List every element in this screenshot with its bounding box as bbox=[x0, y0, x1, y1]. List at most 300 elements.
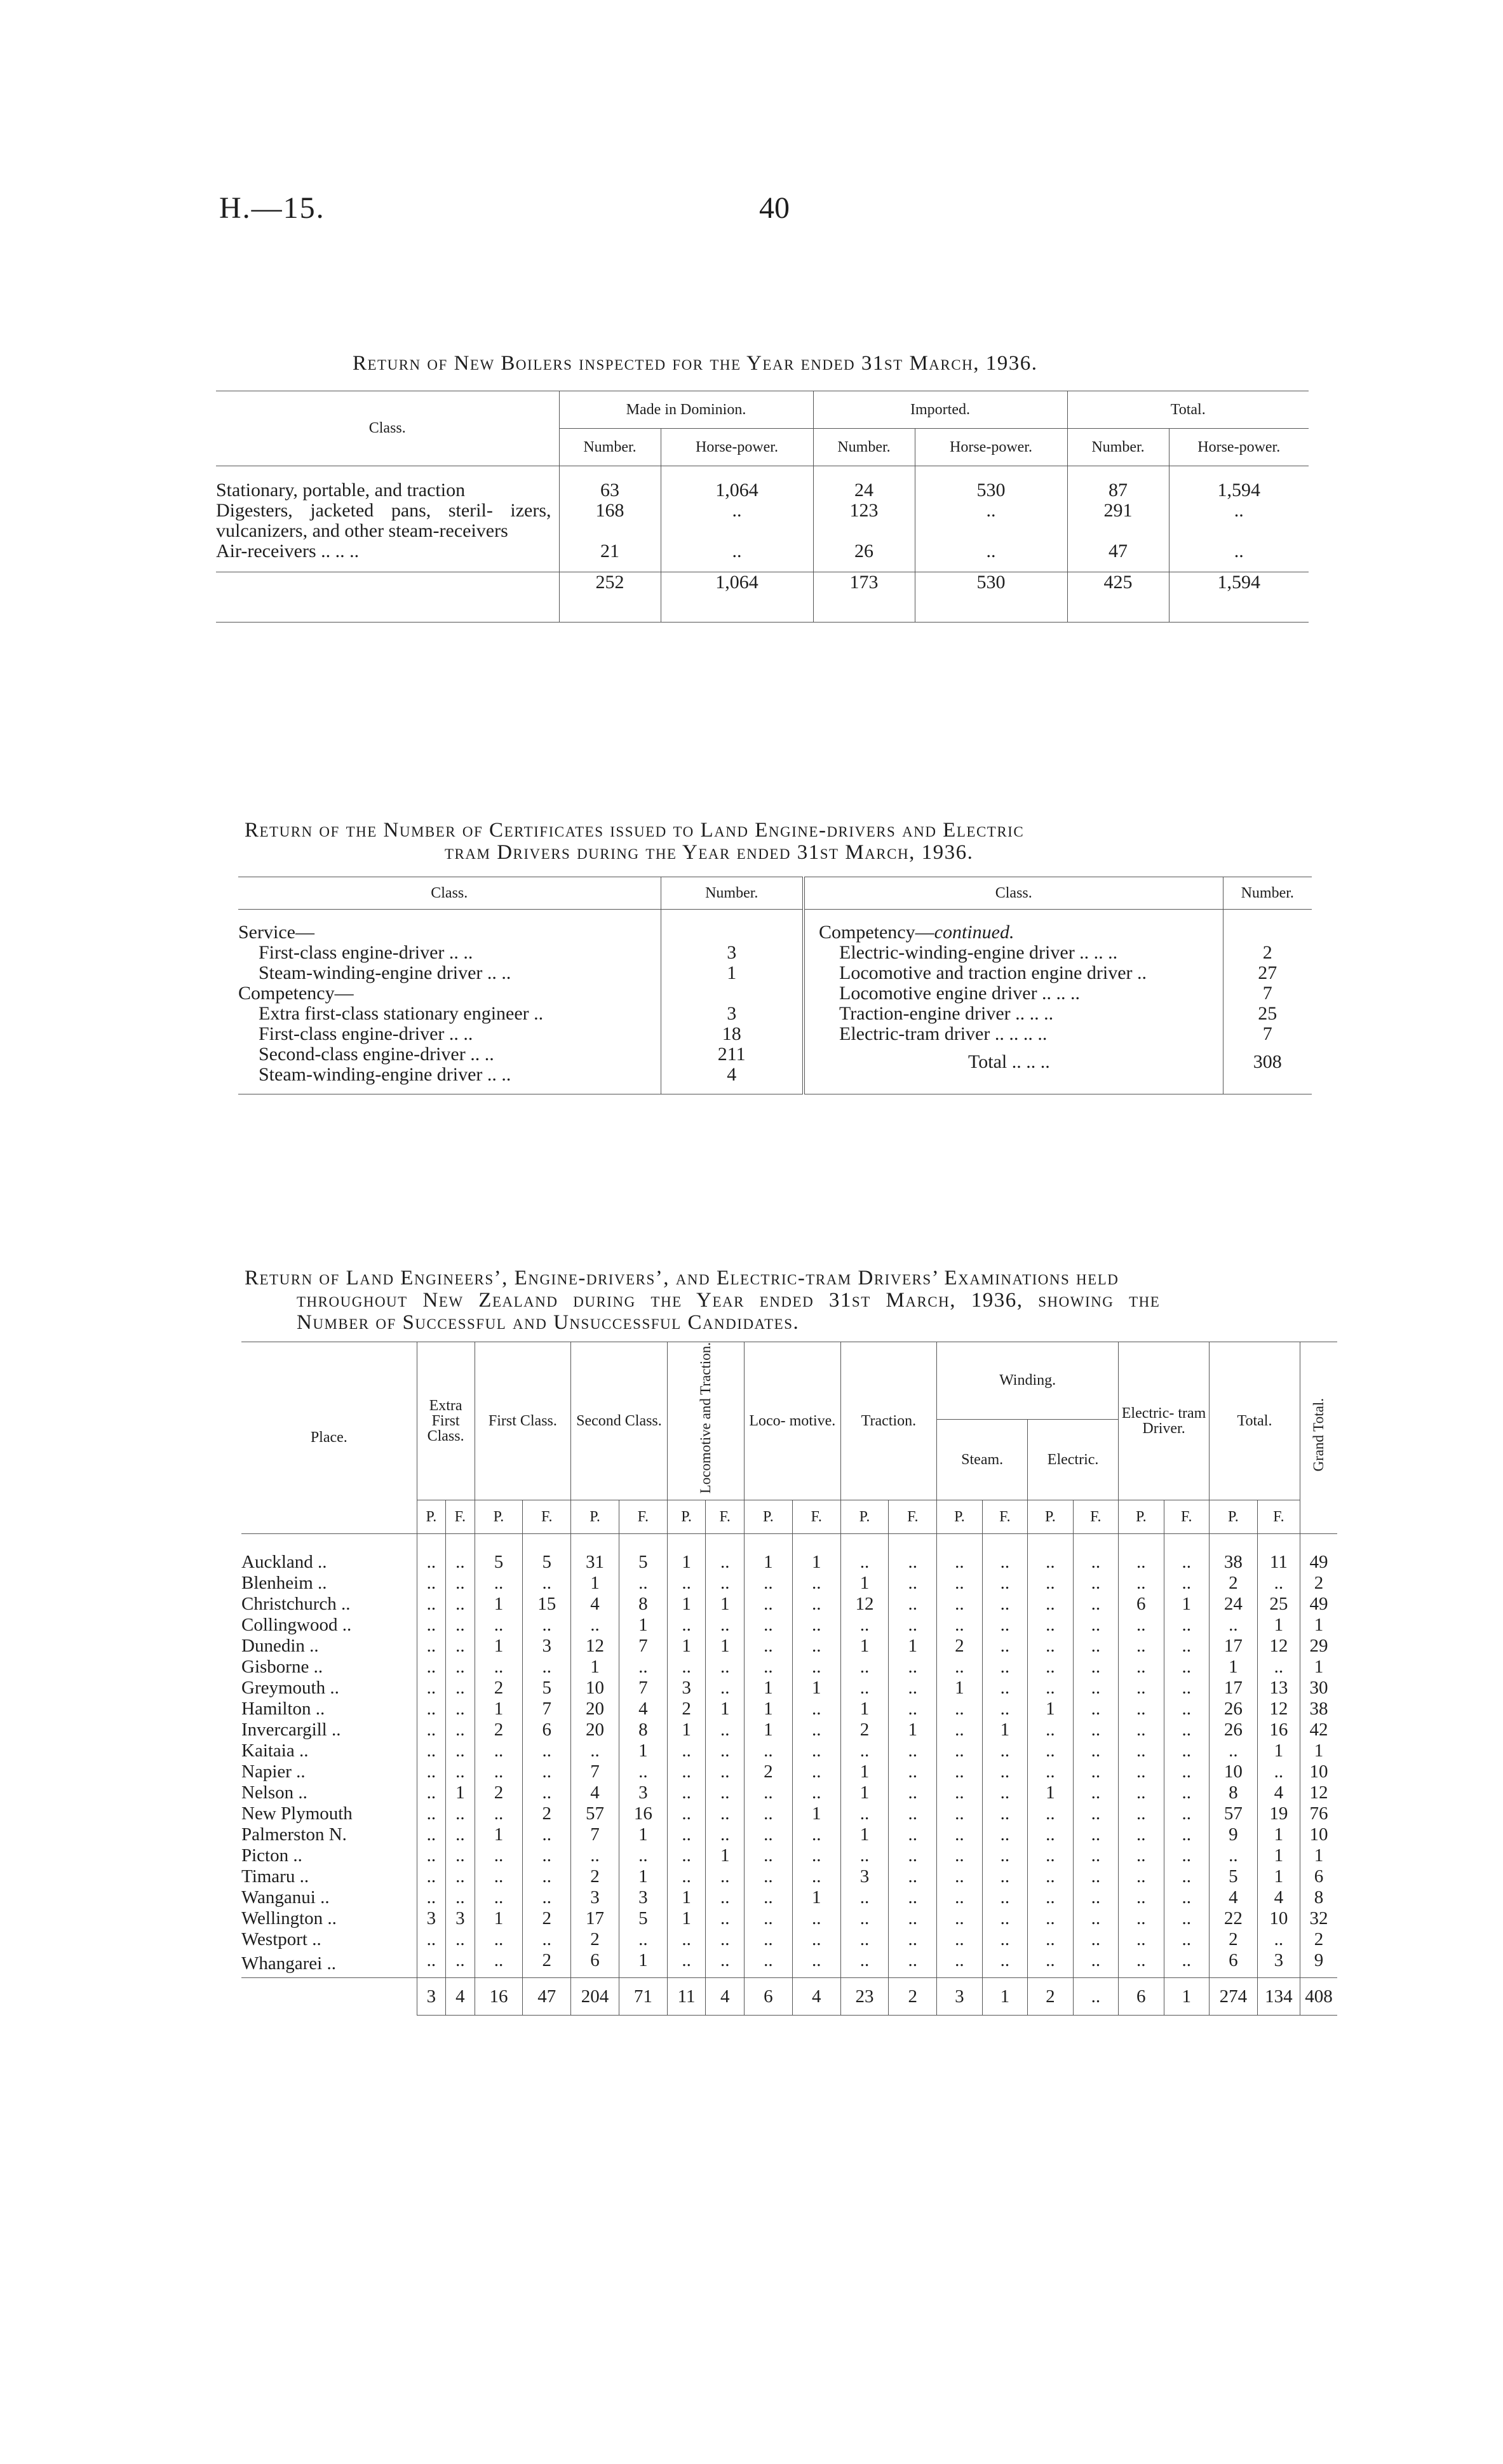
exams-col-passed: P. bbox=[1028, 1500, 1073, 1534]
exams-cell: 12 bbox=[1257, 1636, 1300, 1657]
boilers-total: 1,594 bbox=[1169, 572, 1309, 623]
exams-cell: 25 bbox=[1257, 1594, 1300, 1615]
exams-col-second: Second Class. bbox=[571, 1342, 668, 1500]
exams-cell: .. bbox=[1164, 1761, 1209, 1782]
boilers-cell: 291 bbox=[1067, 501, 1169, 541]
exams-cell: .. bbox=[745, 1887, 793, 1908]
exams-cell: .. bbox=[1164, 1782, 1209, 1803]
exams-cell: .. bbox=[1073, 1950, 1118, 1978]
exams-cell: .. bbox=[937, 1866, 982, 1887]
exams-cell: 1 bbox=[706, 1636, 745, 1657]
exams-cell: .. bbox=[792, 1594, 840, 1615]
exams-place: Westport .. bbox=[241, 1929, 321, 1950]
exams-cell: 1 bbox=[1257, 1824, 1300, 1845]
exams-row bbox=[241, 1615, 1337, 1636]
exams-cell: .. bbox=[1073, 1657, 1118, 1678]
certificates-col-class: Class. bbox=[804, 877, 1223, 910]
exams-total-cell: 2 bbox=[889, 1978, 937, 2016]
exams-total-cell: 4 bbox=[446, 1978, 475, 2016]
exams-cell: .. bbox=[417, 1929, 445, 1950]
boilers-cell: .. bbox=[1169, 541, 1309, 572]
exams-cell: 3 bbox=[1257, 1950, 1300, 1978]
cert-right-label: Locomotive and traction engine driver .. bbox=[839, 962, 1147, 983]
exams-total-cell: 408 bbox=[1300, 1978, 1337, 2016]
exams-cell: .. bbox=[475, 1929, 523, 1950]
exams-place: Kaitaia .. bbox=[241, 1740, 309, 1761]
exams-cell: .. bbox=[1119, 1740, 1164, 1761]
cert-left-value: 3 bbox=[727, 1003, 737, 1024]
cert-right-label: Electric-winding-engine driver .. .. .. bbox=[839, 942, 1118, 963]
exams-place: Invercargill .. bbox=[241, 1720, 341, 1740]
exams-total-cell: 6 bbox=[1119, 1978, 1164, 2016]
cert-right-label: Locomotive engine driver .. .. .. bbox=[839, 983, 1081, 1004]
exams-cell: .. bbox=[937, 1740, 982, 1761]
cert-total-value: 308 bbox=[1253, 1051, 1282, 1072]
exams-cell: 11 bbox=[1257, 1534, 1300, 1573]
exams-cell: .. bbox=[446, 1615, 475, 1636]
exams-cell: 16 bbox=[1257, 1720, 1300, 1740]
exams-cell: .. bbox=[1028, 1824, 1073, 1845]
exams-cell: .. bbox=[706, 1887, 745, 1908]
exams-cell: .. bbox=[523, 1824, 571, 1845]
cert-left-value: 18 bbox=[722, 1023, 741, 1044]
exams-cell: .. bbox=[523, 1740, 571, 1761]
exams-cell: .. bbox=[523, 1761, 571, 1782]
exams-cell: .. bbox=[523, 1845, 571, 1866]
exams-cell: 1 bbox=[840, 1573, 889, 1594]
exams-cell: .. bbox=[417, 1824, 445, 1845]
exams-col-loco-traction bbox=[667, 1342, 744, 1500]
exams-cell: 1 bbox=[745, 1699, 793, 1720]
exams-cell: .. bbox=[706, 1678, 745, 1699]
exams-cell: .. bbox=[1028, 1594, 1073, 1615]
exams-row bbox=[241, 1534, 1337, 1573]
exams-cell: 1 bbox=[1257, 1866, 1300, 1887]
exams-cell: .. bbox=[889, 1699, 937, 1720]
exams-cell: .. bbox=[1073, 1887, 1118, 1908]
exams-cell: .. bbox=[446, 1887, 475, 1908]
exams-total-cell: 4 bbox=[792, 1978, 840, 2016]
exams-cell: 31 bbox=[571, 1534, 619, 1573]
exams-cell: 3 bbox=[446, 1908, 475, 1929]
exams-cell: .. bbox=[446, 1636, 475, 1657]
exams-cell: .. bbox=[706, 1720, 745, 1740]
exams-cell: 1 bbox=[475, 1699, 523, 1720]
exams-cell: .. bbox=[982, 1782, 1027, 1803]
exams-col-passed: P. bbox=[937, 1500, 982, 1534]
boilers-title: Return of New Boilers inspected for the Year ended 31st March, 1936. bbox=[353, 352, 1038, 375]
exams-body bbox=[241, 1534, 1337, 1978]
exams-cell: .. bbox=[937, 1594, 982, 1615]
document-reference: H.—15. bbox=[219, 191, 325, 225]
exams-cell: 12 bbox=[1257, 1699, 1300, 1720]
boilers-cell: 63 bbox=[559, 466, 661, 501]
exams-cell: .. bbox=[792, 1929, 840, 1950]
exams-cell: 1 bbox=[446, 1782, 475, 1803]
exams-cell: .. bbox=[982, 1699, 1027, 1720]
exams-cell: 8 bbox=[619, 1720, 667, 1740]
exams-cell: .. bbox=[667, 1761, 706, 1782]
exams-cell: .. bbox=[1164, 1887, 1209, 1908]
exams-total-cell: 1 bbox=[982, 1978, 1027, 2016]
exams-cell: .. bbox=[1073, 1699, 1118, 1720]
exams-cell: .. bbox=[446, 1720, 475, 1740]
exams-cell: .. bbox=[889, 1824, 937, 1845]
exams-cell: .. bbox=[619, 1573, 667, 1594]
exams-cell: 2 bbox=[667, 1699, 706, 1720]
exams-cell: 1 bbox=[792, 1678, 840, 1699]
exams-cell: .. bbox=[446, 1740, 475, 1761]
exams-cell: 19 bbox=[1257, 1803, 1300, 1824]
exams-cell: .. bbox=[889, 1657, 937, 1678]
exams-cell: 2 bbox=[475, 1720, 523, 1740]
boilers-row-label: Digesters, jacketed pans, steril- izers, vulcanizers, and other steam-receivers bbox=[216, 500, 551, 541]
exams-cell: .. bbox=[937, 1908, 982, 1929]
exams-cell: .. bbox=[1119, 1782, 1164, 1803]
exams-cell: 7 bbox=[619, 1678, 667, 1699]
exams-cell: .. bbox=[1119, 1908, 1164, 1929]
exams-cell: .. bbox=[1028, 1740, 1073, 1761]
boilers-cell: 26 bbox=[813, 541, 915, 572]
exams-total-cell: 23 bbox=[840, 1978, 889, 2016]
exams-cell: .. bbox=[1028, 1887, 1073, 1908]
exams-col-failed: F. bbox=[706, 1500, 745, 1534]
cert-right-label: Electric-tram driver .. .. .. .. bbox=[839, 1023, 1048, 1044]
exams-cell: .. bbox=[1119, 1866, 1164, 1887]
exams-cell: .. bbox=[937, 1887, 982, 1908]
exams-cell: .. bbox=[446, 1594, 475, 1615]
exams-cell: .. bbox=[937, 1803, 982, 1824]
exams-cell: 7 bbox=[571, 1761, 619, 1782]
boilers-sub-hp: Horse-power. bbox=[1169, 429, 1309, 466]
exams-row bbox=[241, 1782, 1337, 1803]
exams-cell: 3 bbox=[619, 1887, 667, 1908]
exams-cell: 1 bbox=[840, 1782, 889, 1803]
exams-cell: .. bbox=[1073, 1845, 1118, 1866]
exams-cell: 1 bbox=[745, 1678, 793, 1699]
exams-cell: .. bbox=[706, 1573, 745, 1594]
certificates-col-number: Number. bbox=[1223, 877, 1312, 910]
exams-col-failed: F. bbox=[523, 1500, 571, 1534]
exams-table bbox=[241, 1342, 1337, 2016]
exams-place: Greymouth .. bbox=[241, 1678, 339, 1699]
exams-total-cell: 47 bbox=[523, 1978, 571, 2016]
exams-cell: .. bbox=[982, 1908, 1027, 1929]
exams-cell: .. bbox=[1073, 1636, 1118, 1657]
exams-cell: .. bbox=[1164, 1950, 1209, 1978]
exams-cell: .. bbox=[523, 1573, 571, 1594]
exams-total-cell: 6 bbox=[745, 1978, 793, 2016]
exams-cell: .. bbox=[937, 1534, 982, 1573]
exams-cell: .. bbox=[523, 1782, 571, 1803]
exams-cell: .. bbox=[446, 1761, 475, 1782]
exams-cell: .. bbox=[1073, 1929, 1118, 1950]
exams-cell: .. bbox=[982, 1950, 1027, 1978]
exams-cell: .. bbox=[792, 1908, 840, 1929]
exams-cell: 6 bbox=[1119, 1594, 1164, 1615]
exams-cell: .. bbox=[1028, 1615, 1073, 1636]
exams-cell: .. bbox=[1073, 1594, 1118, 1615]
exams-row bbox=[241, 1908, 1337, 1929]
exams-cell: 1 bbox=[1028, 1699, 1073, 1720]
exams-cell: .. bbox=[982, 1803, 1027, 1824]
exams-cell: 1 bbox=[1300, 1845, 1337, 1866]
cert-right-value: 27 bbox=[1258, 962, 1277, 983]
exams-cell: 1 bbox=[706, 1594, 745, 1615]
cert-right-label: Traction-engine driver .. .. .. bbox=[839, 1003, 1054, 1024]
exams-cell: .. bbox=[840, 1678, 889, 1699]
exams-col-passed: P. bbox=[571, 1500, 619, 1534]
boilers-cell: 1,594 bbox=[1169, 466, 1309, 501]
exams-cell: .. bbox=[417, 1699, 445, 1720]
exams-cell: 38 bbox=[1300, 1699, 1337, 1720]
exams-cell: 1 bbox=[475, 1594, 523, 1615]
boilers-total: 1,064 bbox=[661, 572, 813, 623]
exams-cell: .. bbox=[417, 1866, 445, 1887]
exams-cell: .. bbox=[475, 1803, 523, 1824]
exams-cell: 4 bbox=[571, 1594, 619, 1615]
exams-cell: 1 bbox=[745, 1534, 793, 1573]
exams-cell: 1 bbox=[792, 1534, 840, 1573]
exams-cell: .. bbox=[706, 1782, 745, 1803]
exams-cell: .. bbox=[1028, 1678, 1073, 1699]
exams-cell: .. bbox=[1164, 1657, 1209, 1678]
exams-cell: 5 bbox=[619, 1908, 667, 1929]
certificates-left-values bbox=[661, 910, 804, 1094]
exams-cell: 1 bbox=[1257, 1845, 1300, 1866]
exams-cell: .. bbox=[982, 1678, 1027, 1699]
exams-cell: .. bbox=[840, 1803, 889, 1824]
exams-col-electric: Electric. bbox=[1028, 1420, 1119, 1500]
exams-cell: .. bbox=[982, 1594, 1027, 1615]
exams-totals-row bbox=[241, 1978, 1337, 2016]
exams-place: Gisborne .. bbox=[241, 1657, 323, 1678]
exams-cell: .. bbox=[417, 1887, 445, 1908]
exams-cell: 2 bbox=[840, 1720, 889, 1740]
exams-cell: 1 bbox=[475, 1636, 523, 1657]
exams-col-failed: F. bbox=[1164, 1500, 1209, 1534]
exams-cell: 1 bbox=[1300, 1615, 1337, 1636]
exams-cell: .. bbox=[446, 1950, 475, 1978]
exams-col-passed: P. bbox=[667, 1500, 706, 1534]
exams-col-passed: P. bbox=[745, 1500, 793, 1534]
exams-cell: 1 bbox=[889, 1636, 937, 1657]
cert-right-heading-a: Competency— bbox=[819, 922, 934, 943]
exams-row bbox=[241, 1845, 1337, 1866]
exams-place: Blenheim .. bbox=[241, 1573, 327, 1594]
boilers-sub-number: Number. bbox=[1067, 429, 1169, 466]
exams-cell: .. bbox=[417, 1657, 445, 1678]
exams-cell: .. bbox=[982, 1615, 1027, 1636]
exams-row bbox=[241, 1929, 1337, 1950]
exams-cell: .. bbox=[937, 1573, 982, 1594]
exams-total-cell: 204 bbox=[571, 1978, 619, 2016]
certificates-left-list bbox=[238, 910, 661, 1094]
boilers-table bbox=[216, 391, 1309, 623]
exams-cell: .. bbox=[889, 1761, 937, 1782]
boilers-cell: .. bbox=[661, 501, 813, 541]
exams-cell: .. bbox=[982, 1657, 1027, 1678]
exams-cell: .. bbox=[1119, 1636, 1164, 1657]
exams-cell: 8 bbox=[619, 1594, 667, 1615]
boilers-row-label: Air-receivers .. .. .. bbox=[216, 541, 360, 562]
exams-cell: 8 bbox=[1210, 1782, 1258, 1803]
exams-cell: .. bbox=[706, 1950, 745, 1978]
exams-cell: .. bbox=[1210, 1740, 1258, 1761]
exams-cell: .. bbox=[1164, 1908, 1209, 1929]
cert-right-value: 25 bbox=[1258, 1003, 1277, 1024]
exams-cell: .. bbox=[1257, 1657, 1300, 1678]
exams-cell: 3 bbox=[840, 1866, 889, 1887]
exams-cell: 6 bbox=[1210, 1950, 1258, 1978]
exams-cell: .. bbox=[840, 1845, 889, 1866]
exams-col-failed: F. bbox=[1257, 1500, 1300, 1534]
boilers-col-class: Class. bbox=[216, 391, 559, 466]
exams-cell: 2 bbox=[571, 1929, 619, 1950]
exams-cell: 1 bbox=[667, 1720, 706, 1740]
cert-left-label: Steam-winding-engine driver .. .. bbox=[259, 1064, 511, 1085]
boilers-cell: 21 bbox=[559, 541, 661, 572]
exams-cell: 12 bbox=[571, 1636, 619, 1657]
exams-cell: .. bbox=[982, 1573, 1027, 1594]
exams-cell: .. bbox=[446, 1803, 475, 1824]
exams-place: Picton .. bbox=[241, 1845, 302, 1866]
boilers-cell: 1,064 bbox=[661, 466, 813, 501]
exams-cell: 1 bbox=[792, 1887, 840, 1908]
exams-col-steam: Steam. bbox=[937, 1420, 1028, 1500]
exams-cell: .. bbox=[840, 1740, 889, 1761]
exams-cell: .. bbox=[840, 1534, 889, 1573]
exams-cell: .. bbox=[475, 1866, 523, 1887]
exams-col-grand-total-text: Grand Total. bbox=[1311, 1397, 1327, 1472]
exams-cell: .. bbox=[1210, 1615, 1258, 1636]
exams-col-failed: F. bbox=[619, 1500, 667, 1534]
exams-cell: .. bbox=[446, 1866, 475, 1887]
exams-cell: .. bbox=[937, 1657, 982, 1678]
cert-left-label: Steam-winding-engine driver .. .. bbox=[259, 962, 511, 983]
boilers-cell: .. bbox=[1169, 501, 1309, 541]
exams-cell: 1 bbox=[840, 1761, 889, 1782]
exams-cell: .. bbox=[1028, 1845, 1073, 1866]
exams-cell: .. bbox=[1028, 1803, 1073, 1824]
exams-cell: .. bbox=[937, 1845, 982, 1866]
boilers-sub-number: Number. bbox=[813, 429, 915, 466]
exams-cell: .. bbox=[889, 1573, 937, 1594]
exams-row bbox=[241, 1699, 1337, 1720]
exams-cell: .. bbox=[792, 1657, 840, 1678]
exams-cell: .. bbox=[792, 1740, 840, 1761]
exams-row bbox=[241, 1594, 1337, 1615]
exams-cell: .. bbox=[1164, 1824, 1209, 1845]
exams-cell: 1 bbox=[706, 1699, 745, 1720]
exams-cell: .. bbox=[937, 1699, 982, 1720]
exams-cell: .. bbox=[982, 1845, 1027, 1866]
exams-cell: .. bbox=[706, 1534, 745, 1573]
exams-row bbox=[241, 1803, 1337, 1824]
exams-cell: .. bbox=[792, 1950, 840, 1978]
exams-cell: .. bbox=[1119, 1803, 1164, 1824]
exams-cell: .. bbox=[1164, 1929, 1209, 1950]
exams-cell: 1 bbox=[619, 1950, 667, 1978]
exams-cell: 32 bbox=[1300, 1908, 1337, 1929]
certificates-title-line: Return of the Number of Certificates issued to Land Engine-drivers and Electric bbox=[245, 819, 1025, 842]
exams-cell: .. bbox=[417, 1615, 445, 1636]
exams-cell: .. bbox=[417, 1803, 445, 1824]
exams-cell: .. bbox=[619, 1657, 667, 1678]
exams-cell: 2 bbox=[523, 1803, 571, 1824]
exams-cell: .. bbox=[745, 1866, 793, 1887]
exams-cell: .. bbox=[706, 1761, 745, 1782]
exams-cell: .. bbox=[417, 1845, 445, 1866]
exams-cell: .. bbox=[937, 1782, 982, 1803]
exams-row bbox=[241, 1950, 1337, 1978]
cert-left-value: 4 bbox=[727, 1064, 737, 1085]
exams-cell: .. bbox=[1073, 1782, 1118, 1803]
boilers-group-dominion: Made in Dominion. bbox=[559, 391, 813, 429]
exams-cell: .. bbox=[840, 1887, 889, 1908]
exams-col-traction: Traction. bbox=[840, 1342, 937, 1500]
exams-cell: 20 bbox=[571, 1699, 619, 1720]
exams-cell: .. bbox=[417, 1740, 445, 1761]
exams-cell: .. bbox=[1164, 1615, 1209, 1636]
exams-cell: 2 bbox=[523, 1950, 571, 1978]
exams-cell: 4 bbox=[1257, 1782, 1300, 1803]
exams-place: Napier .. bbox=[241, 1761, 306, 1782]
exams-cell: .. bbox=[1073, 1720, 1118, 1740]
exams-cell: .. bbox=[982, 1866, 1027, 1887]
exams-col-winding: Winding. bbox=[937, 1342, 1119, 1420]
cert-right-value: 2 bbox=[1262, 942, 1272, 963]
exams-cell: .. bbox=[1119, 1761, 1164, 1782]
exams-cell: .. bbox=[840, 1929, 889, 1950]
exams-cell: .. bbox=[889, 1803, 937, 1824]
exams-cell: .. bbox=[417, 1720, 445, 1740]
exams-cell: 4 bbox=[571, 1782, 619, 1803]
exams-row bbox=[241, 1887, 1337, 1908]
exams-cell: .. bbox=[937, 1950, 982, 1978]
boilers-cell: 168 bbox=[559, 501, 661, 541]
exams-cell: .. bbox=[1164, 1803, 1209, 1824]
exams-cell: .. bbox=[1028, 1534, 1073, 1573]
exams-cell: .. bbox=[792, 1573, 840, 1594]
exams-cell: 1 bbox=[1210, 1657, 1258, 1678]
exams-cell: .. bbox=[1073, 1803, 1118, 1824]
exams-cell: .. bbox=[1073, 1573, 1118, 1594]
exams-cell: .. bbox=[523, 1615, 571, 1636]
exams-cell: .. bbox=[1119, 1929, 1164, 1950]
exams-cell: .. bbox=[1073, 1866, 1118, 1887]
exams-cell: .. bbox=[840, 1615, 889, 1636]
exams-cell: 26 bbox=[1210, 1699, 1258, 1720]
exams-cell: .. bbox=[889, 1845, 937, 1866]
exams-place: Hamilton .. bbox=[241, 1699, 325, 1720]
exams-cell: 7 bbox=[619, 1636, 667, 1657]
exams-cell: .. bbox=[982, 1887, 1027, 1908]
exams-cell: .. bbox=[417, 1534, 445, 1573]
exams-col-passed: P. bbox=[417, 1500, 445, 1534]
exams-row bbox=[241, 1678, 1337, 1699]
exams-cell: .. bbox=[475, 1615, 523, 1636]
exams-cell: .. bbox=[571, 1740, 619, 1761]
exams-cell: .. bbox=[1073, 1678, 1118, 1699]
exams-cell: .. bbox=[1164, 1636, 1209, 1657]
exams-cell: .. bbox=[667, 1740, 706, 1761]
exams-cell: .. bbox=[1164, 1845, 1209, 1866]
exams-cell: .. bbox=[792, 1761, 840, 1782]
exams-cell: .. bbox=[1164, 1573, 1209, 1594]
exams-cell: .. bbox=[475, 1740, 523, 1761]
exams-cell: .. bbox=[1164, 1699, 1209, 1720]
